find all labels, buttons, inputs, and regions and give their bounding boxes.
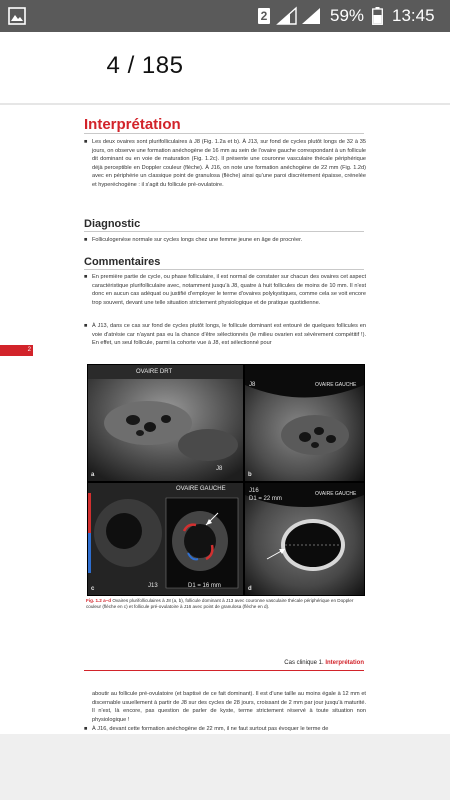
ultrasound-image-a (88, 365, 243, 481)
next-page-paragraph-1: aboutir au follicule pré-ovulatoire (et baptisé de ce fait dominant). Il est d'une taille au moins égale à 12 mm et discernable usuellement à partir de J8 sur des cycles de 28 jours, croissant de 2 mm par jour jusqu'à maturité. Il n'est, là encore, pas question de parler de kyste, terme strictement réservé à toute situation non physiologique ! (92, 691, 366, 723)
footer-section: Interprétation (325, 660, 364, 666)
section-title: Interprétation (84, 116, 181, 133)
panel-b-day: J8 (249, 382, 256, 388)
comments-title: Commentaires (84, 256, 161, 268)
panel-b-label: OVAIRE GAUCHE (315, 382, 357, 388)
panel-d-day: J16 (249, 488, 259, 494)
figure-caption (86, 598, 366, 611)
diagnostic-rule (84, 231, 364, 232)
comments-paragraph-1: ■ En première partie de cycle, ou phase folliculaire, il est normal de constater sur chacun des ovaires cet aspect caractéristique plurifolliculaire avec, notamment jusqu'à J8, quatre à huit follicules de moins de 10 mm. Il n'est donc en aucun cas adéquat ou justifié d'employer le terme d'ovaires polykystiques, comme cela se voit encore trop souvent, devant une telle situation strictement physiologique et de pratique quotidienne. (84, 274, 366, 306)
running-footer (84, 660, 364, 666)
bullet: ■ (84, 274, 88, 280)
ultrasound-panel-c[interactable] (88, 483, 243, 595)
section-rule (84, 133, 364, 134)
footer-rule (84, 670, 364, 671)
panel-b-letter: b (248, 472, 252, 478)
ultrasound-image-c (88, 483, 243, 595)
panel-d-measure: D1 = 22 mm (249, 496, 282, 502)
bullet: ■ (84, 323, 88, 329)
ultrasound-panel-d[interactable] (245, 483, 364, 595)
panel-a-label: OVAIRE DRT (136, 369, 173, 375)
bullet: ■ (84, 726, 88, 732)
diagnostic-title: Diagnostic (84, 218, 141, 230)
ultrasound-figure[interactable] (87, 364, 365, 596)
clock: 13:45 (392, 6, 435, 25)
panel-c-letter: c (91, 586, 95, 592)
sim-badge: 2 (258, 8, 270, 24)
panel-c-day: J13 (148, 583, 158, 589)
panel-c-label: OVAIRE GAUCHE (176, 486, 226, 492)
page-counter[interactable]: 4 / 185 (106, 52, 184, 79)
bullet: ■ (84, 237, 88, 243)
panel-c-measure: D1 = 16 mm (188, 583, 221, 589)
diagnostic-paragraph: ■ Folliculogenèse normale sur cycles longs chez une femme jeune en âge de procréer. (84, 237, 303, 243)
interpretation-paragraph: ■ Les deux ovaires sont plurifolliculaires à J8 (Fig. 1.2a et b). À J13, sur fond de cycles plutôt longs de 32 à 35 jours, on observe une formation anéchogène de 16 mm au sein de l'ovaire gauche correspondant à un follicule dit dominant ou en voie de maturation (Fig. 1.2c). Il présente une couronne vasculaire thécale périphérique déjà perceptible en Doppler couleur (flèche). À J16, on note une formation anéchogène de 22 mm (Fig. 1.2d) avec en périphérie un classique point de granulosa (flèche) ainsi qu'une paroi discrètement épaisse, crénelée et hyperéchogène : il s'agit du follicule pré-ovulatoire. (84, 139, 366, 188)
footer-case: Cas clinique 1. (284, 660, 324, 666)
panel-a-day: J8 (216, 466, 223, 472)
comments-paragraph-2: ■ À J13, dans ce cas sur fond de cycles plutôt longs, le follicule dominant est entouré de quelques follicules en voie d'atrésie car n'ayant pas eu la chance d'être sélectionnés (le milieu ovarien est sévèrement compétitif !). En effet, un seul follicule, parmi la cohorte vue à J8, est sélectionné pour (84, 323, 366, 347)
next-page-paragraph-2: ■ À J16, devant cette formation anéchogène de 22 mm, il ne faut surtout pas évoquer le terme de (84, 726, 329, 732)
figure-caption-text: Ovaires plurifolliculaires à J8 (a, b), follicule dominant à J13 avec couronne vasculaire thécale périphérique en Doppler couleur (flèche en c) et follicule pré-ovulatoire à J16 avec point de granulosa (flèche en d). (86, 598, 354, 610)
panel-d-label: OVAIRE GAUCHE (315, 491, 357, 497)
battery-percent: 59% (330, 6, 365, 25)
bullet: ■ (84, 139, 88, 145)
comments-rule (84, 269, 364, 270)
panel-a-letter: a (91, 472, 95, 478)
page-gap (0, 734, 450, 800)
panel-d-letter: d (248, 586, 252, 592)
ultrasound-panel-b[interactable] (245, 365, 364, 481)
chapter-badge: 2 (0, 345, 33, 356)
ultrasound-panel-a[interactable] (88, 365, 243, 481)
figure-number: Fig. 1.2 a–d (86, 598, 112, 603)
